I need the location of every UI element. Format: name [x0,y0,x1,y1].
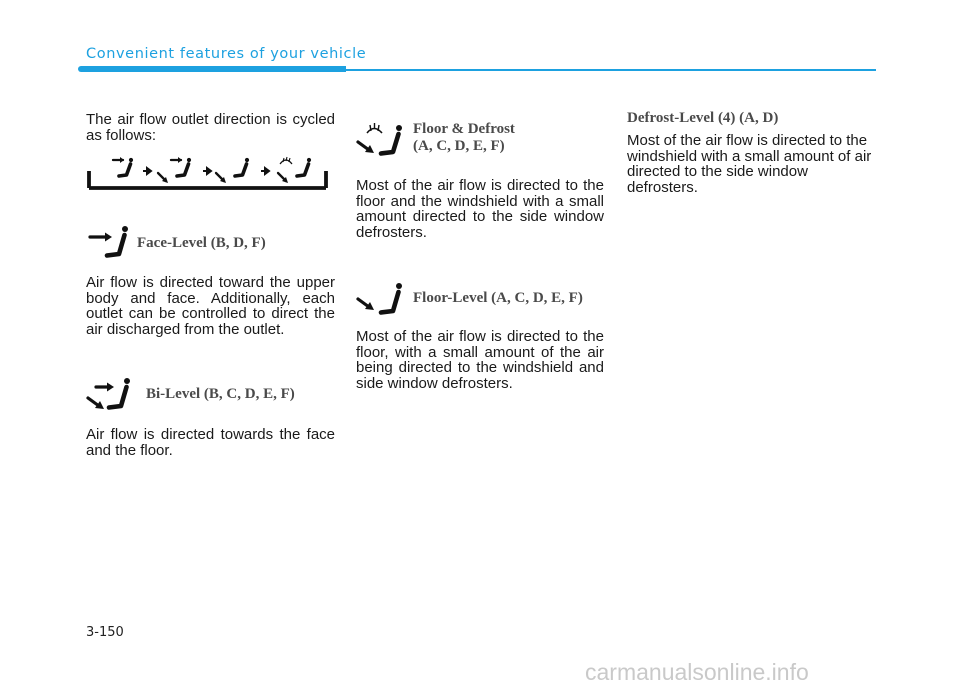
floor-level-icon [216,158,249,183]
floor-level-icon [356,281,406,317]
watermark: carmanualsonline.info [585,659,809,685]
arrow-right-icon [203,168,211,174]
section-title-underline [78,66,346,72]
page-number: 3-150 [86,625,124,640]
section-title: Convenient features of your vehicle [86,46,367,62]
face-level-heading: Face-Level (B, D, F) [137,235,266,251]
floor-defrost-heading-line2: (A, C, D, E, F) [413,138,505,154]
section-divider-line [346,69,876,71]
intro-paragraph: The air flow outlet direction is cycled as follows: [86,111,335,144]
floor-defrost-heading-line1: Floor & Defrost [413,121,515,137]
bi-level-description: Air flow is directed towards the face and the floor. [86,426,335,459]
floor-defrost-description: Most of the air flow is directed to the floor and the windshield with a small amount directed to the side window defrosters. [356,177,604,241]
floor-defrost-icon [278,157,311,183]
face-level-icon [86,224,134,260]
face-level-icon [113,157,133,176]
arrow-right-icon [261,168,269,174]
floor-defrost-heading [413,121,515,155]
bi-level-icon [158,157,191,183]
defrost-level-heading: Defrost-Level (4) (A, D) [627,110,779,126]
bi-level-icon [86,376,136,412]
bi-level-heading: Bi-Level (B, C, D, E, F) [146,386,295,402]
defrost-level-description: Most of the air flow is directed to the windshield with a small amount of air directed to the side window defrosters. [627,132,872,196]
floor-level-description: Most of the air flow is directed to the floor, with a small amount of the air being directed to the windshield and side window defrosters. [356,328,604,392]
airflow-cycle-diagram [86,150,332,194]
face-level-description: Air flow is directed toward the upper body and face. Additionally, each outlet can be controlled to direct the air discharged from the outlet. [86,274,335,338]
floor-defrost-icon [356,122,406,158]
floor-level-heading: Floor-Level (A, C, D, E, F) [413,290,583,306]
arrow-right-icon [143,168,151,174]
